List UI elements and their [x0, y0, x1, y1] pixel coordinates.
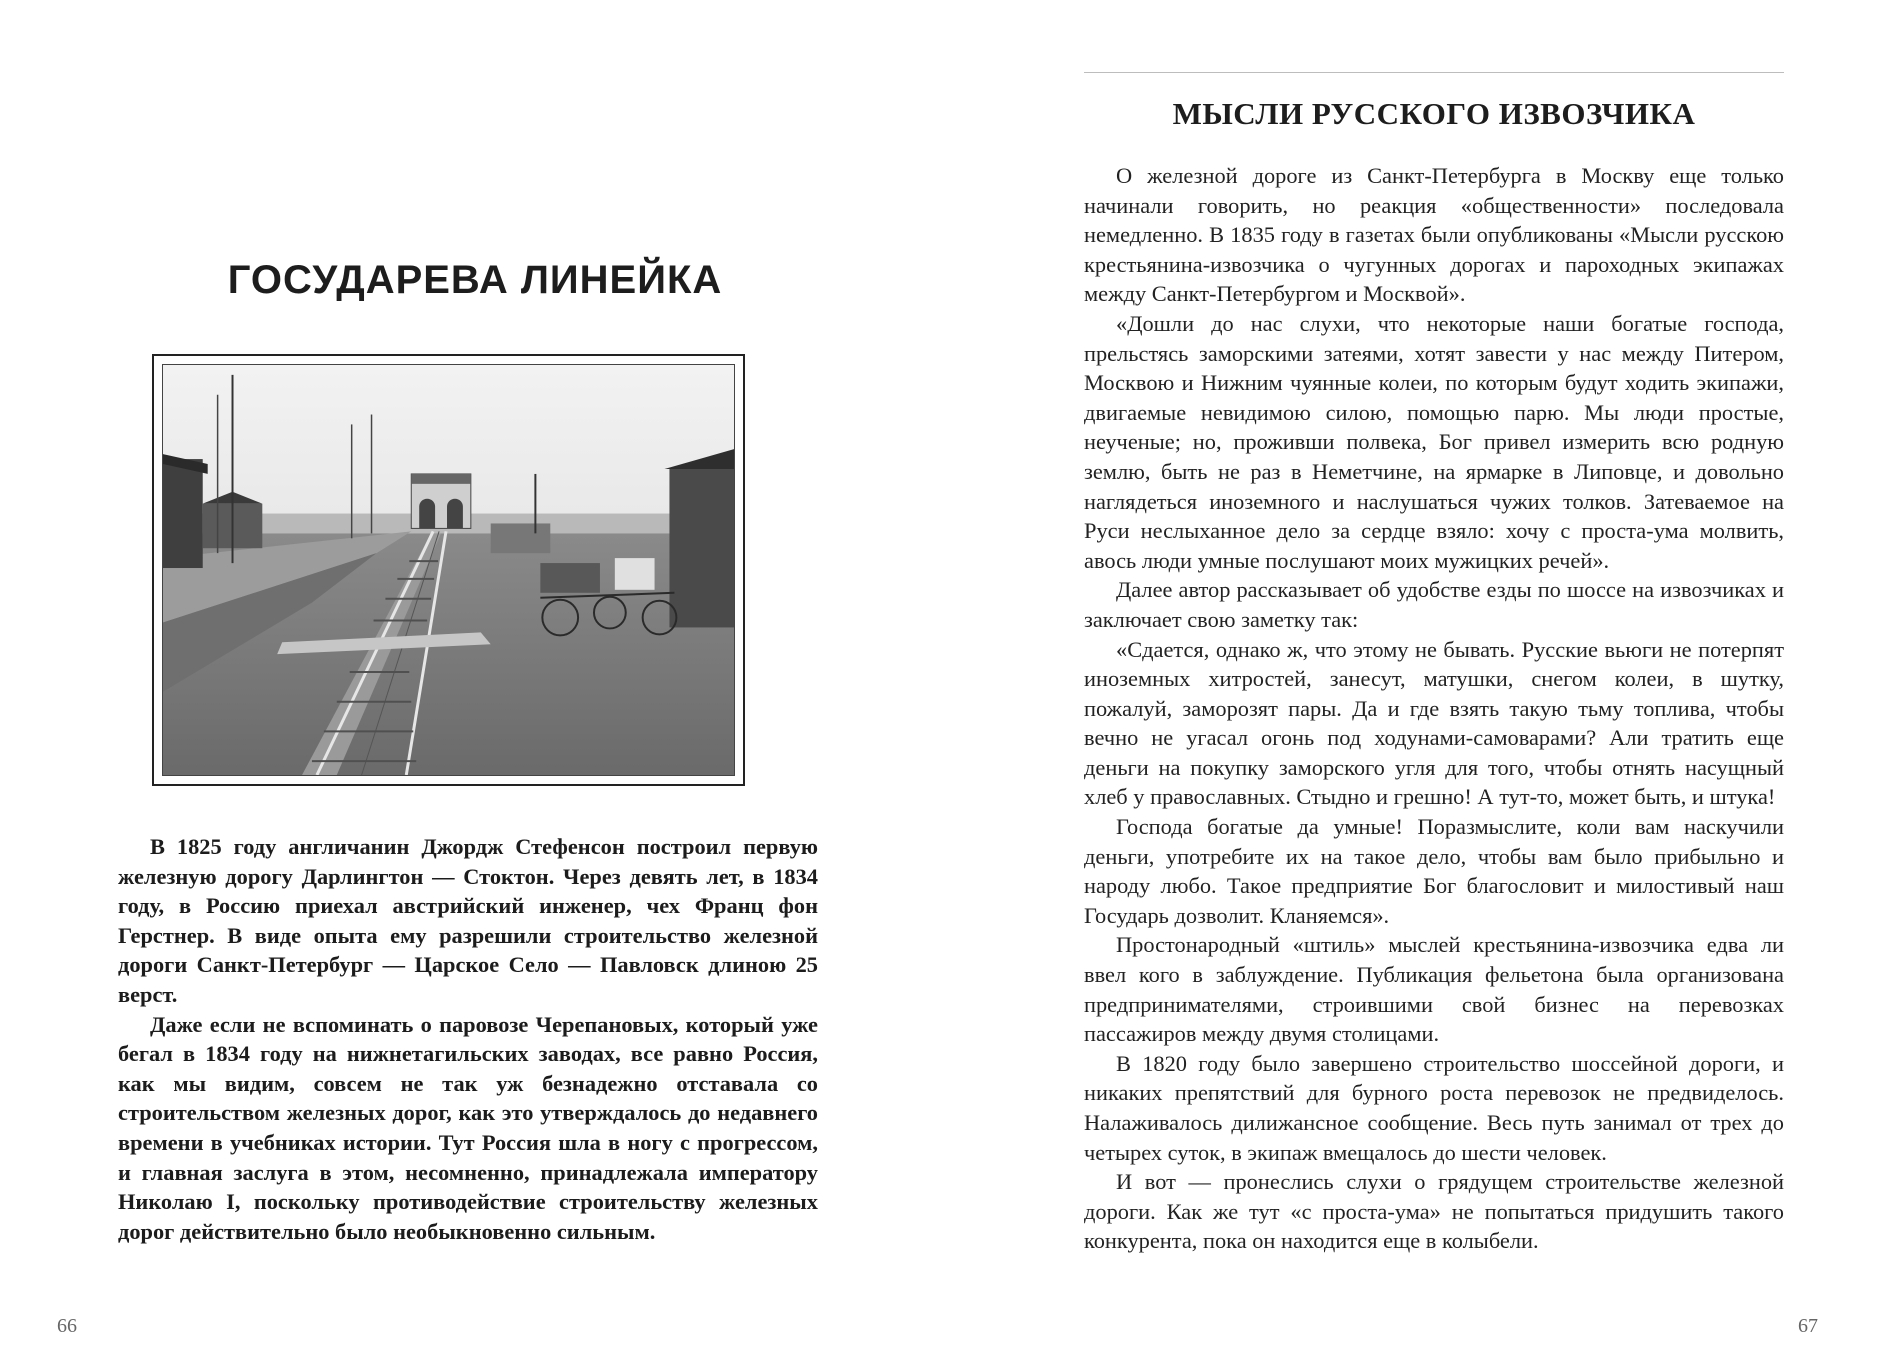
right-paragraph: О железной дороге из Санкт-Петербурга в Москву еще только начинали говорить, но реакция «общественности» последовала немедленно. В 1835 году в газетах были опубликованы «Мысли русскою крестьянина-извозчика о чугунных дорогах и пароходных экипажах между Санкт-Петербургом и Москвой».	[1084, 163, 1784, 307]
right-paragraph: И вот — пронеслись слухи о грядущем строительстве железной дороги. Как же тут «с проста-ума» не попытаться придушить такого конкурента, пока он находится еще в колыбели.	[1084, 1169, 1784, 1254]
page-number-right: 67	[1798, 1315, 1818, 1337]
right-page	[945, 0, 1890, 1358]
header-rule	[1084, 72, 1784, 73]
chapter-title-left: ГОСУДАРЕВА ЛИНЕЙКА	[227, 258, 723, 302]
right-paragraph: «Дошли до нас слухи, что некоторые наши богатые господа, прельстясь заморскими затеями, хотят завести у нас между Питером, Москвою и Нижним чуянные колеи, по которым будут ходить экипажи, двигаемые невидимою силою, помощью парю. Мы люди простые, неученые; но, проживши полвека, Бог привел измерить всю родную землю, быть не раз в Неметчине, на ярмарке в Липовце, и довольно наглядеться иноземного и наслушаться чужих толков. Затеваемое на Руси неслыханное дело за сердце взяло: хочу с проста-ума молвить, авось люди умные послушают моих мужицких речей».	[1084, 310, 1784, 573]
right-paragraph: Далее автор рассказывает об удобстве езды по шоссе на извозчиках и заключает свою заметку так:	[1084, 577, 1784, 632]
right-paragraph: Простонародный «штиль» мыслей крестьянина-извозчика едва ли ввел кого в заблуждение. Публикация фельетона была организована предпринимателями, строившими свой бизнес на перевозках пассажиров между двумя столицами.	[1084, 932, 1784, 1047]
railway-photo	[162, 364, 735, 776]
right-page-body	[1084, 161, 1784, 1256]
railway-photo-frame	[152, 354, 745, 786]
right-paragraph: Господа богатые да умные! Поразмыслите, коли вам наскучили деньги, употребите их на такое дело, чтобы вам было прибыльно и народу любо. Такое предприятие Бог благословит и милостивый наш Государь дозволит. Кланяемся».	[1084, 814, 1784, 928]
railway-photo-illustration	[163, 365, 734, 775]
left-page-body	[118, 832, 818, 1246]
chapter-title-right: МЫСЛИ РУССКОГО ИЗВОЗЧИКА	[1172, 96, 1696, 131]
page-number-left: 66	[57, 1315, 77, 1337]
right-paragraph: В 1820 году было завершено строительство шоссейной дороги, и никаких препятствий для бурного роста перевозок не предвиделось. Налаживалось дилижансное сообщение. Весь путь занимал от трех до четырех суток, в экипаж вмещалось до шести человек.	[1084, 1050, 1784, 1165]
right-paragraph: «Сдается, однако ж, что этому не бывать. Русские вьюги не потерпят иноземных хитростей, занесут, матушки, снегом колеи, в шутку, пожалуй, заморозят пары. Да и где взять такую тьму топлива, чтобы вечно не угасал огонь под ходунами-самоварами? Али тратить еще деньги на покупку заморского угля для того, чтобы отнять насущный хлеб у православных. Стыдно и грешно! А тут-то, может быть, и штука!	[1084, 636, 1784, 810]
left-paragraph: Даже если не вспоминать о паровозе Черепановых, который уже бегал в 1834 году на нижнетагильских заводах, все равно Россия, как мы видим, совсем не так уж безнадежно отставала со строительством железных дорог, как это утверждалось до недавнего времени в учебниках истории. Тут Россия шла в ногу с прогрессом, и главная заслуга в этом, несомненно, принадлежала императору Николаю I, поскольку противодействие строительству железных дорог действительно было необыкновенно сильным.	[118, 1011, 818, 1244]
left-paragraph: В 1825 году англичанин Джордж Стефенсон построил первую железную дорогу Дарлингтон — Стоктон. Через девять лет, в 1834 году, в Россию приехал австрийский инженер, чех Франц фон Герстнер. В виде опыта ему разрешили строительство железной дороги Санкт-Петербург — Царское Село — Павловск длиною 25 верст.	[118, 834, 818, 1007]
